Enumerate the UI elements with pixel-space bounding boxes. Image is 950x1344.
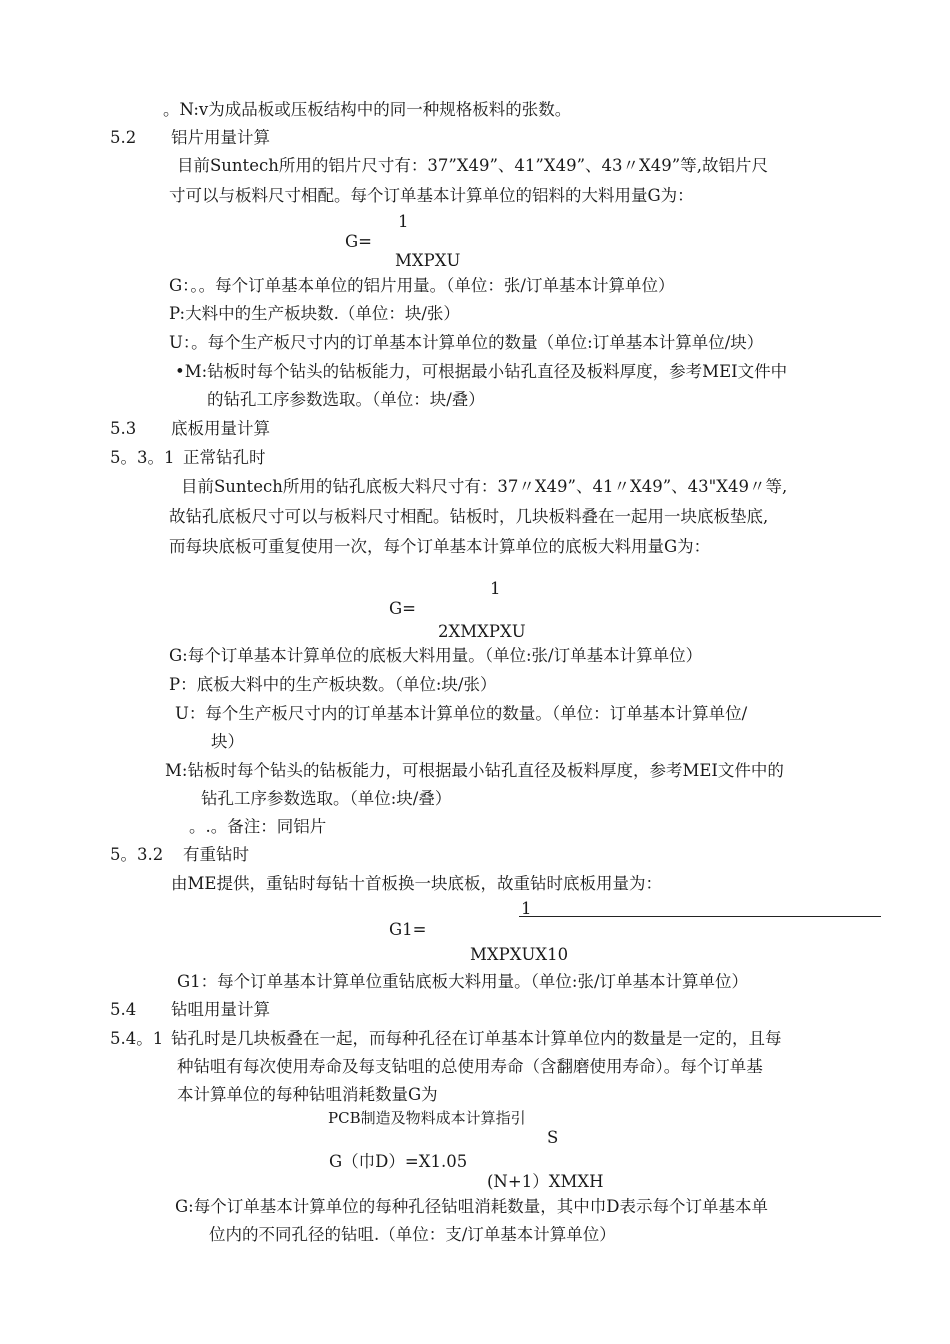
body-line: 。N:v为成品板或压板结构中的同一种规格板料的张数。 xyxy=(163,100,572,119)
subsection-number: 5。3.2 xyxy=(110,845,164,864)
body-line: 钻孔时是几块板叠在一起，而每种孔径在订单基本计算单位内的数量是一定的，且每 xyxy=(171,1029,782,1048)
body-line: M:钻板时每个钻头的钻板能力，可根据最小钻孔直径及板料厚度，参考MEI文件中的 xyxy=(165,761,784,780)
body-line: 故钻孔底板尺寸可以与板料尺寸相配。钻板时，几块板料叠在一起用一块底板垫底, xyxy=(169,507,769,526)
section-number: 5.4 xyxy=(110,1000,137,1019)
page-header-text: PCB制造及物料成本计算指引 xyxy=(328,1109,526,1127)
body-line: 钻孔工序参数选取。（单位:块/叠） xyxy=(201,789,452,808)
body-line: P：底板大料中的生产板块数。（单位:块/张） xyxy=(169,675,497,694)
fraction-line xyxy=(519,916,881,917)
formula-numerator: S xyxy=(547,1128,559,1147)
subsection-number: 5。3。1 xyxy=(110,448,175,467)
section-title: 铝片用量计算 xyxy=(171,128,270,147)
body-line: 目前Suntech所用的钻孔底板大料尺寸有：37〃X49”、41〃X49”、43"X49〃等, xyxy=(181,477,788,496)
body-line: G1：每个订单基本计算单位重钻底板大料用量。（单位:张/订单基本计算单位） xyxy=(177,972,749,991)
formula-numerator: 1 xyxy=(398,212,409,231)
body-line: 块） xyxy=(211,732,244,751)
body-line: 由ME提供，重钻时每钻十首板换一块底板，故重钻时底板用量为： xyxy=(171,874,662,893)
formula-numerator: 1 xyxy=(521,899,532,918)
body-line: G:每个订单基本计算单位的每种孔径钻咀消耗数量，其中巾D表示每个订单基本单 xyxy=(175,1197,768,1216)
body-line: P:大料中的生产板块数.（单位：块/张） xyxy=(169,304,460,323)
section-number: 5.2 xyxy=(110,128,137,147)
body-line: •M:钻板时每个钻头的钻板能力，可根据最小钻孔直径及板料厚度，参考MEI文件中 xyxy=(175,362,788,381)
formula-numerator: 1 xyxy=(490,579,501,598)
body-line: 的钻孔工序参数选取。（单位：块/叠） xyxy=(207,390,485,409)
body-line: 种钻咀有每次使用寿命及每支钻咀的总使用寿命（含翻磨使用寿命）。每个订单基 xyxy=(177,1057,763,1076)
formula-denominator: MXPXUX10 xyxy=(470,945,569,964)
section-title: 底板用量计算 xyxy=(171,419,270,438)
subsection-number: 5.4。1 xyxy=(110,1029,164,1048)
body-line: 而每块底板可重复使用一次，每个订单基本计算单位的底板大料用量G为： xyxy=(169,537,711,556)
section-title: 钻咀用量计算 xyxy=(171,1000,270,1019)
formula-lhs: G= xyxy=(345,232,373,251)
body-line: 寸可以与板料尺寸相配。每个订单基本计算单位的铝料的大料用量G为： xyxy=(169,186,694,205)
formula-lhs: G（巾D）=X1.05 xyxy=(329,1152,468,1171)
subsection-title: 正常钻孔时 xyxy=(183,448,266,467)
body-line: 位内的不同孔径的钻咀.（单位：支/订单基本计算单位） xyxy=(209,1225,616,1244)
body-line: U：每个生产板尺寸内的订单基本计算单位的数量。（单位：订单基本计算单位/ xyxy=(175,704,748,723)
formula-denominator: 2XMXPXU xyxy=(438,622,526,641)
formula-denominator: (N+1）XMXH xyxy=(487,1172,604,1191)
subsection-title: 有重钻时 xyxy=(183,845,249,864)
body-line: 本计算单位的每种钻咀消耗数量G为 xyxy=(177,1085,438,1104)
formula-lhs: G1= xyxy=(389,920,427,939)
section-number: 5.3 xyxy=(110,419,137,438)
body-line: G：。。每个订单基本单位的铝片用量。（单位：张/订单基本计算单位） xyxy=(169,276,675,295)
body-line: 目前Suntech所用的铝片尺寸有：37”X49”、41”X49”、43〃X49”等,故铝片尺 xyxy=(177,156,768,175)
formula-denominator: MXPXU xyxy=(395,251,461,270)
body-line: 。.。备注：同铝片 xyxy=(189,817,327,836)
formula-lhs: G= xyxy=(389,599,417,618)
body-line: G:每个订单基本计算单位的底板大料用量。（单位:张/订单基本计算单位） xyxy=(169,646,703,665)
body-line: U：。每个生产板尺寸内的订单基本计算单位的数量（单位:订单基本计算单位/块） xyxy=(169,333,764,352)
